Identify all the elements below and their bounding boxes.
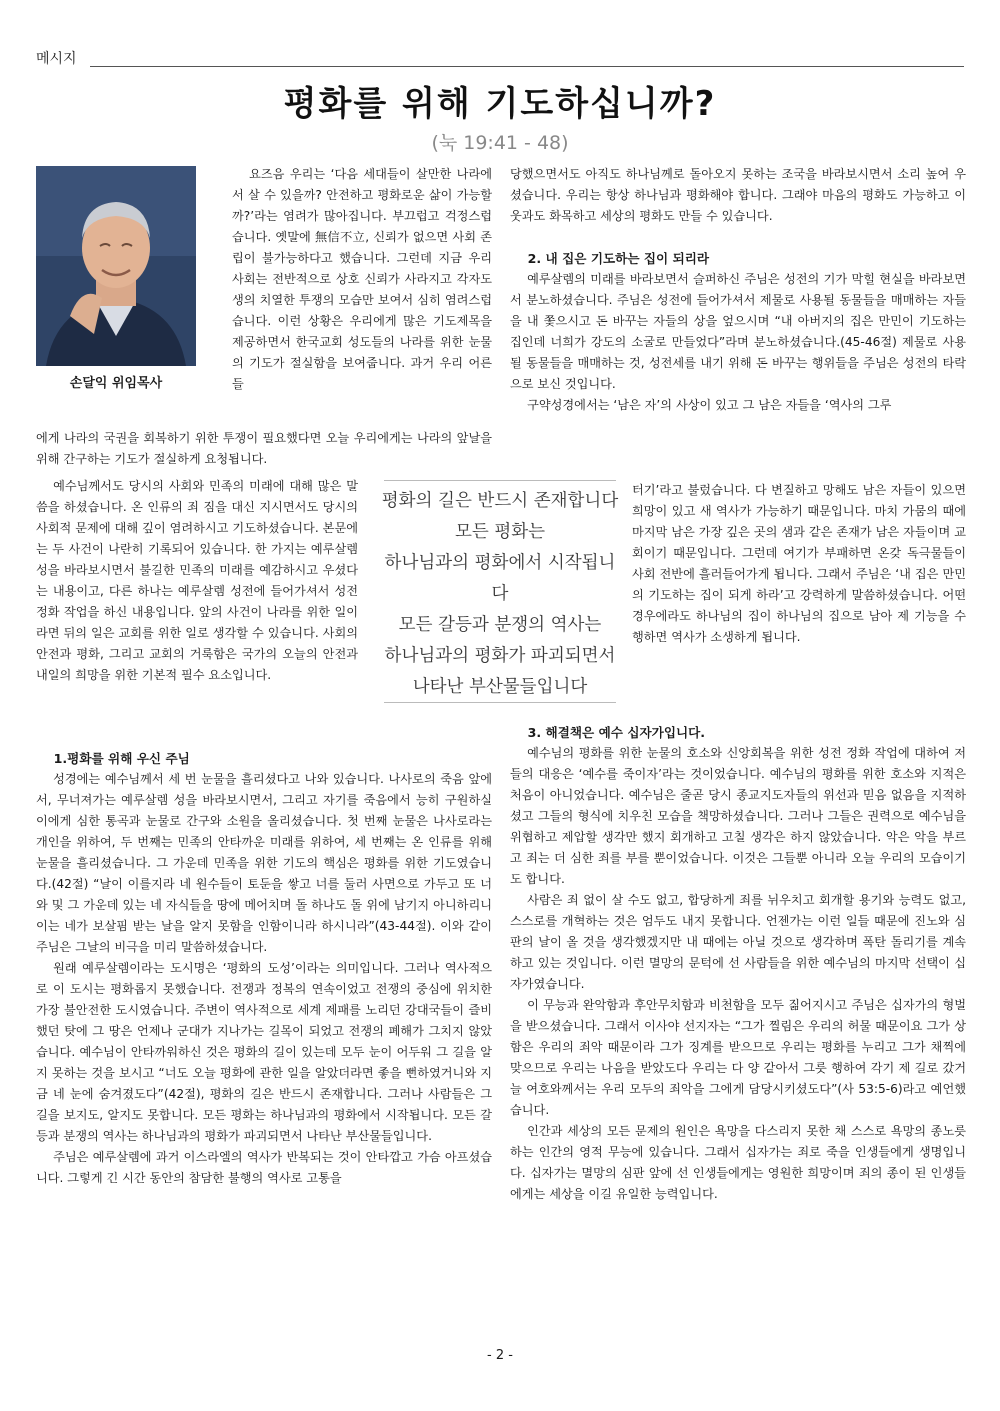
body-paragraph: 터기’라고 불렀습니다. 다 변질하고 망해도 남은 자들이 있으면 희망이 있고 새 역사가 가능하기 때문입니다. 마치 가뭄의 때에 마지막 남은 가장 깊은 곳의 샘과 같은 존재가 남은 자들이며 교회이기 때문입니다. 그런데 여기가 부패하면 온갖 독극물들이 사회 전반에 흘러들어가게 됩니다. 그래서 주님은 ‘내 집은 만민의 기도하는 집이 되게 하라’고 강력하게 말씀하셨습니다. 어떤 경우에라도 하나님의 집이 하나님의 집으로 남아 제 기능을 수행하면 역사가 소생하게 됩니다.: [632, 483, 966, 644]
page-title: 평화를 위해 기도하십니까?: [283, 84, 717, 124]
body-paragraph: 주님은 예루살렘에 과거 이스라엘의 역사가 반복되는 것이 안타깝고 가슴 아프셨습니다. 그렇게 긴 시간 동안의 참담한 불행의 역사로 고통을: [36, 1150, 492, 1185]
intro-paragraph-continued: 에게 나라의 국권을 회복하기 위한 투쟁이 필요했다면 오늘 우리에게는 나라의 앞날을 위해 간구하는 기도가 절실하게 요청됩니다.: [36, 431, 492, 466]
section-3: [510, 722, 966, 1205]
section-3-heading: 3. 해결책은 예수 십자가입니다.: [527, 725, 706, 740]
header-divider: [90, 66, 964, 67]
intro-continuation: [36, 428, 492, 470]
pullquote-line: 평화의 길은 반드시 존재합니다: [381, 491, 619, 511]
scripture-reference: (눅 19:41 - 48): [431, 132, 569, 154]
body-paragraph: 예수님께서도 당시의 사회와 민족의 미래에 대해 많은 말씀을 하셨습니다. 온 인류의 죄 짐을 대신 지시면서도 당시의 사회적 문제에 대해 깊이 염려하시고 기도하셨습니다. 본문에는 두 사건이 나란히 기록되어 있습니다. 한 가지는 예루살렘 성을 바라보시면서 불길한 민족의 미래를 예감하시고 우셨다는 내용이고, 다른 하나는 예루살렘 성전에 들어가셔서 성전 정화 작업을 하신 내용입니다. 앞의 사건이 나라를 위한 일이라면 뒤의 일은 교회를 위한 일로 생각할 수 있습니다. 사회의 안전과 평화, 그리고 교회의 거룩함은 국가의 오늘의 안전과 내일의 희망을 위한 기본적 필수 요소입니다.: [36, 479, 358, 682]
body-paragraph: 이 무능과 완악함과 후안무치함과 비천함을 모두 짊어지시고 주님은 십자가의 형벌을 받으셨습니다. 그래서 이사야 선지자는 “그가 찔림은 우리의 허물 때문이요 그가 상함은 우리의 죄악 때문이라 그가 징계를 받으므로 우리는 평화를 누리고 그가 채찍에 맞으므로 우리는 나음을 받았도다 우리는 다 양 같아서 그릇 행하여 각기 제 길로 갔거늘 여호와께서는 우리 모두의 죄악을 그에게 담당시키셨도다”(사 53:5-6)라고 예언했습니다.: [510, 998, 966, 1117]
section-1: [36, 748, 492, 1189]
portrait-illustration: [36, 166, 196, 366]
body-paragraph: 구약성경에서는 ‘남은 자’의 사상이 있고 그 남은 자들을 ‘역사의 그루: [527, 398, 892, 412]
body-paragraph: 인간과 세상의 모든 문제의 원인은 욕망을 다스리지 못한 채 스스로 욕망의 종노릇하는 인간의 영적 무능에 있습니다. 그래서 십자가는 죄로 죽을 인생들에게 생명입니다. 십자가는 멸망의 심판 앞에 선 인생들에게는 영원한 희망이며 죄의 종이 된 인생들에게는 세상을 이길 유일한 능력입니다.: [510, 1124, 966, 1201]
right-top-column: [510, 164, 966, 416]
body-paragraph: 예수님의 평화를 위한 눈물의 호소와 신앙회복을 위한 성전 정화 작업에 대하여 저들의 대응은 ‘예수를 죽이자’라는 것이었습니다. 예수님의 평화를 위한 호소와 지적은 처음이 아니었습니다. 예수님은 줄곧 당시 종교지도자들의 위선과 믿음 없음을 지적하셨고 그들의 형식에 치우친 모습을 책망하셨습니다. 그러나 그들은 권력으로 예수님을 위협하고 제압할 생각만 했지 회개하고 고칠 생각은 하지 않았습니다. 악은 악을 부르고 죄는 더 심한 죄를 부를 뿐이었습니다. 이것은 그들뿐 아니라 오늘 우리의 모습이기도 합니다.: [510, 746, 966, 886]
body-paragraph: 당했으면서도 아직도 하나님께로 돌아오지 못하는 조국을 바라보시면서 소리 높여 우셨습니다. 우리는 항상 하나님과 평화해야 합니다. 그래야 마음의 평화도 가능하고 이웃과도 화목하고 세상의 평화도 만들 수 있습니다.: [510, 167, 966, 223]
section-1-heading: 1.평화를 위해 우신 주님: [53, 751, 190, 766]
body-paragraph: 사람은 죄 없이 살 수도 없고, 합당하게 죄를 뉘우치고 회개할 용기와 능력도 없고, 스스로를 개혁하는 것은 엄두도 내지 못합니다. 언젠가는 이런 일들 때문에 진노와 심판의 날이 올 것을 생각했겠지만 내 때에는 아닐 것으로 생각하며 폭탄 돌리기를 계속하고 있는 것입니다. 이런 멸망의 문턱에 선 사람들을 위한 예수님의 마지막 선택이 십자가였습니다.: [510, 893, 966, 991]
pastor-photo: [36, 166, 196, 366]
body-paragraph: 원래 예루살렘이라는 도시명은 ‘평화의 도성’이라는 의미입니다. 그러나 역사적으로 이 도시는 평화롭지 못했습니다. 전쟁과 정복의 연속이었고 전쟁의 중심에 위치한 가장 불안전한 도시였습니다. 주변이 역사적으로 세계 제패를 노리던 강대국들이 즐비했던 탓에 그 땅은 언제나 군대가 지나가는 길목이 되었고 전쟁의 폐해가 그치지 않았습니다. 예수님이 안타까워하신 것은 평화의 길이 있는데 모두 눈이 어두워 그 길을 알지 못하는 것을 보시고 “너도 오늘 평화에 관한 일을 알았더라면 좋을 뻔하였거니와 지금 네 눈에 숨겨졌도다”(42절), 평화의 길은 반드시 존재합니다. 그러나 사람들은 그 길을 보지도, 알지도 못합니다. 모든 평화는 하나님과의 평화에서 시작됩니다. 모든 갈등과 분쟁의 역사는 하나님과의 평화가 파괴되면서 나타난 부산물들입니다.: [36, 961, 492, 1143]
intro-column: [232, 164, 492, 395]
section-label: 메시지: [36, 51, 77, 67]
pullquote: [380, 486, 620, 703]
body-paragraph: 예루살렘의 미래를 바라보면서 슬퍼하신 주님은 성전의 기가 막힐 현실을 바라보면서 분노하셨습니다. 주님은 성전에 들어가셔서 제물로 사용될 동물들을 매매하는 자들을 내 쫓으시고 돈 바꾸는 자들의 상을 엎으시며 “내 아버지의 집은 만민이 기도하는 집인데 너희가 강도의 소굴로 만들었다”라며 분노하셨습니다.(45-46절) 제물로 사용될 동물들을 매매하는 것, 성전세를 내기 위해 돈 바꾸는 행위들을 주님은 성전의 타락으로 보신 것입니다.: [510, 272, 966, 391]
pullquote-bottom-rule: [384, 702, 616, 703]
pullquote-line: 모든 갈등과 분쟁의 역사는: [398, 615, 602, 635]
left-narrow-column: [36, 476, 358, 686]
section-2-heading: 2. 내 집은 기도하는 집이 되리라: [527, 251, 710, 266]
pullquote-line: 나타난 부산물들입니다: [412, 677, 588, 697]
pullquote-top-rule: [384, 480, 616, 481]
intro-paragraph: 요즈음 우리는 ‘다음 세대들이 살만한 나라에서 살 수 있을까? 안전하고 평화로운 삶이 가능할까?’라는 염려가 많아집니다. 부끄럽고 걱정스럽습니다. 옛말에 無信不立, 신뢰가 없으면 사회 존립이 불가능하다고 했습니다. 그런데 지금 우리 사회는 전반적으로 상호 신뢰가 사라지고 각자도생의 치열한 투쟁의 모습만 보여서 심히 염려스럽습니다. 이런 상황은 우리에게 많은 기도제목을 제공하면서 한국교회 성도들의 나라를 위한 눈물의 기도가 절실함을 보여줍니다. 과거 우리 어른들: [232, 167, 492, 391]
pastor-caption: 손달익 위임목사: [69, 376, 163, 391]
page-number: - 2 -: [487, 1348, 513, 1363]
pullquote-line: 모든 평화는: [454, 522, 546, 542]
body-paragraph: 성경에는 예수님께서 세 번 눈물을 흘리셨다고 나와 있습니다. 나사로의 죽음 앞에서, 무너져가는 예루살렘 성을 바라보시면서, 그리고 자기를 죽음에서 능히 구원하실 이에게 심한 통곡과 눈물로 간구와 소원을 올리셨습니다. 첫 번째 눈물은 나사로라는 개인을 위하여, 두 번째는 민족의 안타까운 미래를 위하여, 세 번째는 온 인류를 위해 눈물을 흘리셨습니다. 그 가운데 민족을 위한 기도의 핵심은 평화를 위한 기도였습니다.(42절) “날이 이를지라 네 원수들이 토둔을 쌓고 너를 둘러 사면으로 가두고 또 너와 및 그 가운데 있는 네 자식들을 땅에 메어치며 돌 하나도 돌 위에 남기지 아니하리니 이는 네가 보살핌 받는 날을 알지 못함을 인함이니라 하시니라”(43-44절). 이와 같이 주님은 그날의 비극을 미리 말씀하셨습니다.: [36, 772, 492, 954]
right-narrow-column: [632, 480, 966, 648]
pullquote-line: 하나님과의 평화가 파괴되면서: [384, 646, 616, 666]
pullquote-line: 하나님과의 평화에서 시작됩니다: [384, 553, 616, 604]
